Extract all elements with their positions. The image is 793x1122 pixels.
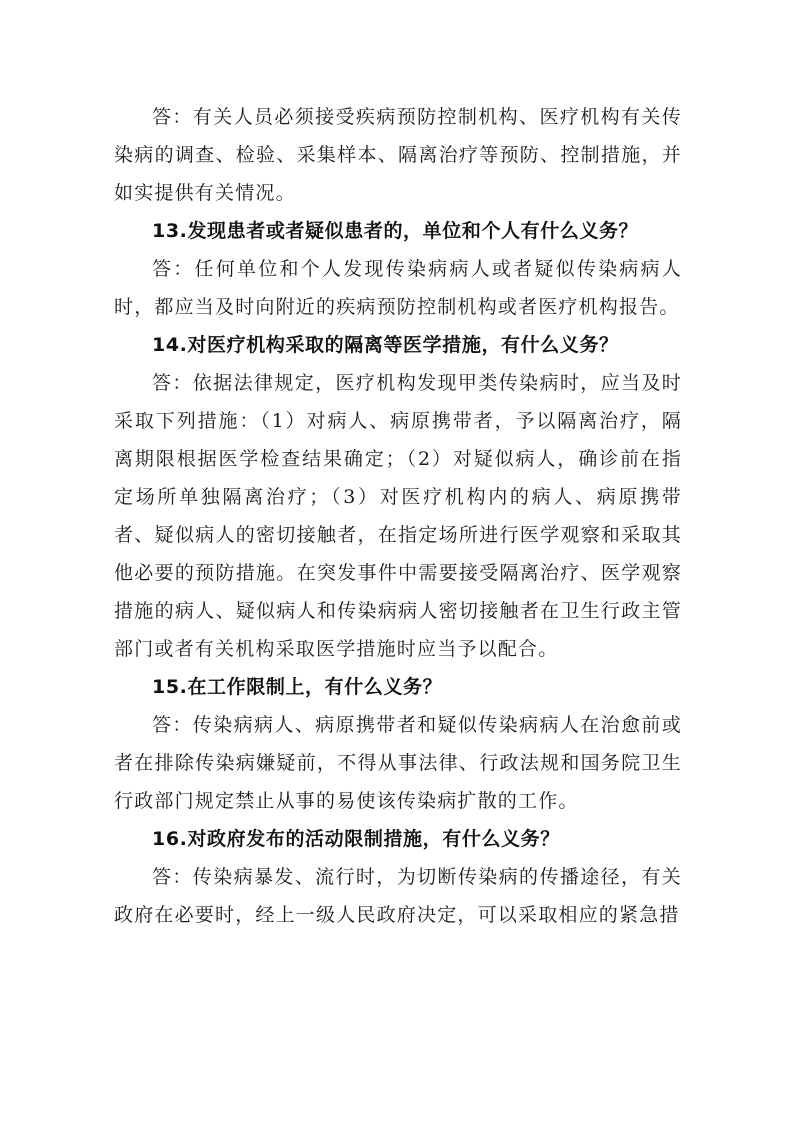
answer-paragraph: 答：传染病暴发、流行时，为切断传染病的传播途径，有关政府在必要时，经上一级人民政府决定，可以采取相应的紧急措 bbox=[114, 866, 682, 926]
question-heading-14: 14.对医疗机构采取的隔离等医学措施，有什么义务？ bbox=[152, 334, 619, 356]
answer-paragraph: 答：任何单位和个人发现传染病病人或者疑似传染病病人时，都应当及时向附近的疾病预防控制机构或者医疗机构报告。 bbox=[114, 258, 682, 318]
answer-paragraph: 答：传染病病人、病原携带者和疑似传染病病人在治愈前或者在排除传染病嫌疑前，不得从事法律、行政法规和国务院卫生行政部门规定禁止从事的易使该传染病扩散的工作。 bbox=[114, 714, 682, 812]
answer-paragraph: 答：有关人员必须接受疾病预防控制机构、医疗机构有关传染病的调查、检验、采集样本、隔离治疗等预防、控制措施，并如实提供有关情况。 bbox=[114, 106, 682, 204]
document-body bbox=[114, 98, 682, 934]
answer-paragraph: 答：依据法律规定，医疗机构发现甲类传染病时，应当及时采取下列措施：（1）对病人、病原携带者，予以隔离治疗，隔离期限根据医学检查结果确定；（2）对疑似病人，确诊前在指定场所单独隔离治疗；（3）对医疗机构内的病人、病原携带者、疑似病人的密切接触者，在指定场所进行医学观察和采取其他必要的预防措施。在突发事件中需要接受隔离治疗、医学观察措施的病人、疑似病人和传染病病人密切接触者在卫生行政主管部门或者有关机构采取医学措施时应当予以配合。 bbox=[114, 372, 682, 660]
question-heading-13: 13.发现患者或者疑似患者的，单位和个人有什么义务？ bbox=[152, 220, 639, 242]
question-heading-15: 15.在工作限制上，有什么义务？ bbox=[152, 676, 443, 698]
question-heading-16: 16.对政府发布的活动限制措施，有什么义务？ bbox=[152, 828, 560, 850]
